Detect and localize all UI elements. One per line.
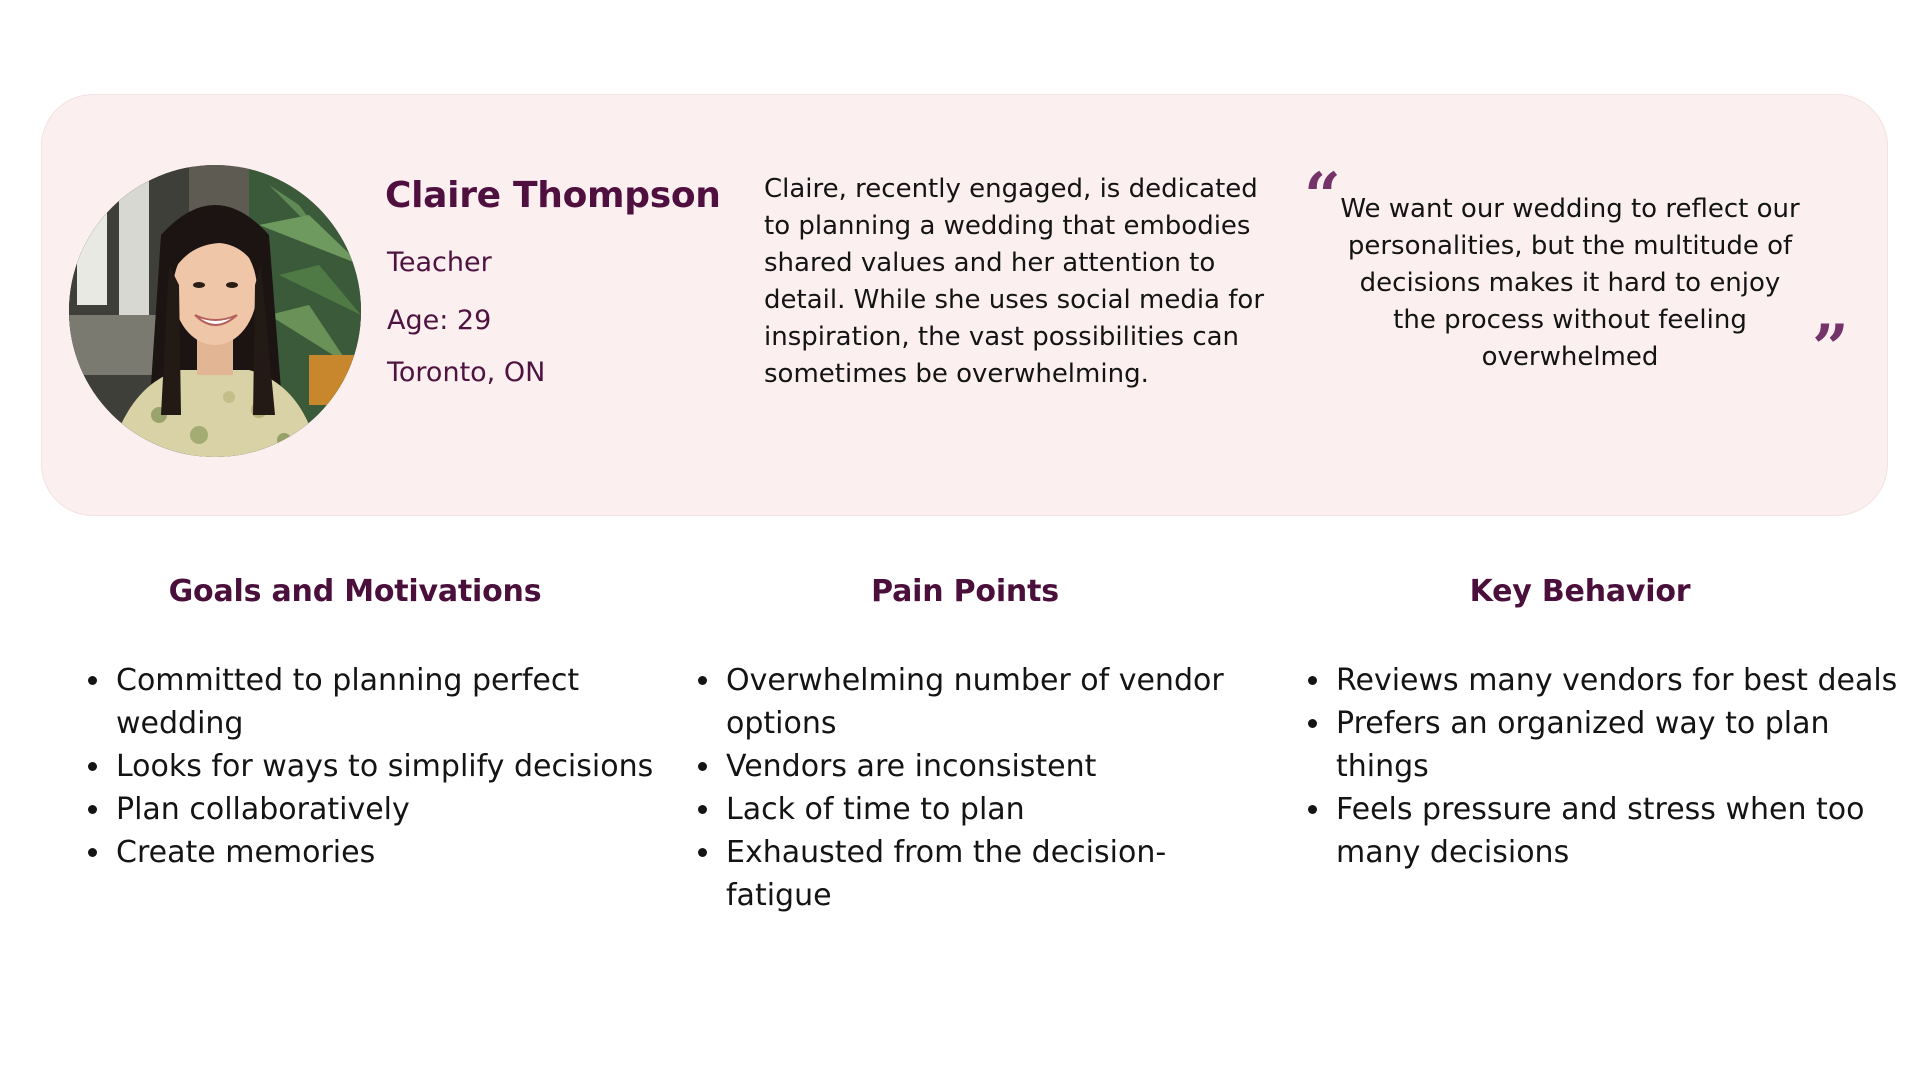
profile-card <box>41 94 1888 516</box>
persona-quote: We want our wedding to reflect our personalities, but the multitude of decisions makes it hard to enjoy the process without feeling overwhelmed <box>1340 194 1800 372</box>
list-item-text: Prefers an organized way to plan things <box>1336 706 1830 784</box>
list-item-text: Feels pressure and stress when too many decisions <box>1336 792 1865 870</box>
list-item <box>60 659 660 745</box>
bullet-icon <box>88 805 97 814</box>
list-item-text: Looks for ways to simplify decisions <box>116 749 654 784</box>
list-item <box>1280 659 1900 702</box>
bullet-icon <box>698 848 707 857</box>
bullet-icon <box>1308 719 1317 728</box>
list-item <box>1280 788 1900 874</box>
list-item <box>1280 702 1900 788</box>
pain-points-section <box>670 574 1270 917</box>
bullet-icon <box>698 676 707 685</box>
persona-bio: Claire, recently engaged, is dedicated to planning a wedding that embodies shared values and her attention to detail. While she uses social media for inspiration, the vast possibilities can sometimes be overwhelming. <box>764 174 1265 389</box>
list-item-text: Plan collaboratively <box>116 792 410 827</box>
list-item-text: Vendors are inconsistent <box>726 749 1097 784</box>
key-behavior-section <box>1280 574 1900 874</box>
list-item <box>670 788 1270 831</box>
persona-location: Toronto, ON <box>387 357 546 388</box>
identity-block <box>385 175 721 388</box>
goals-list <box>60 659 660 874</box>
list-item-text: Lack of time to plan <box>726 792 1025 827</box>
list-item <box>670 831 1270 917</box>
list-item <box>60 745 660 788</box>
list-item <box>670 745 1270 788</box>
list-item-text: Overwhelming number of vendor options <box>726 663 1224 741</box>
persona-name: Claire Thompson <box>385 175 721 216</box>
key-behavior-list <box>1280 659 1900 874</box>
pain-points-heading: Pain Points <box>871 574 1059 609</box>
key-behavior-heading: Key Behavior <box>1469 574 1691 609</box>
bullet-icon <box>88 762 97 771</box>
list-item <box>60 831 660 874</box>
list-item-text: Reviews many vendors for best deals <box>1336 663 1898 698</box>
pain-points-list <box>670 659 1270 917</box>
list-item <box>60 788 660 831</box>
bullet-icon <box>698 805 707 814</box>
portrait-photo <box>69 165 361 457</box>
bullet-icon <box>88 676 97 685</box>
quote-open-icon: “ <box>1304 159 1341 234</box>
list-item-text: Create memories <box>116 835 376 870</box>
list-item <box>670 659 1270 745</box>
avatar <box>69 165 361 457</box>
list-item-text: Committed to planning perfect wedding <box>116 663 580 741</box>
quote-close-icon: ” <box>1812 311 1849 386</box>
bullet-icon <box>1308 805 1317 814</box>
bullet-icon <box>1308 676 1317 685</box>
bullet-icon <box>88 848 97 857</box>
goals-section <box>60 574 660 874</box>
persona-occupation: Teacher <box>387 247 492 278</box>
list-item-text: Exhausted from the decision-fatigue <box>726 835 1167 913</box>
persona-age: Age: 29 <box>387 305 492 336</box>
goals-heading: Goals and Motivations <box>168 574 542 609</box>
bullet-icon <box>698 762 707 771</box>
